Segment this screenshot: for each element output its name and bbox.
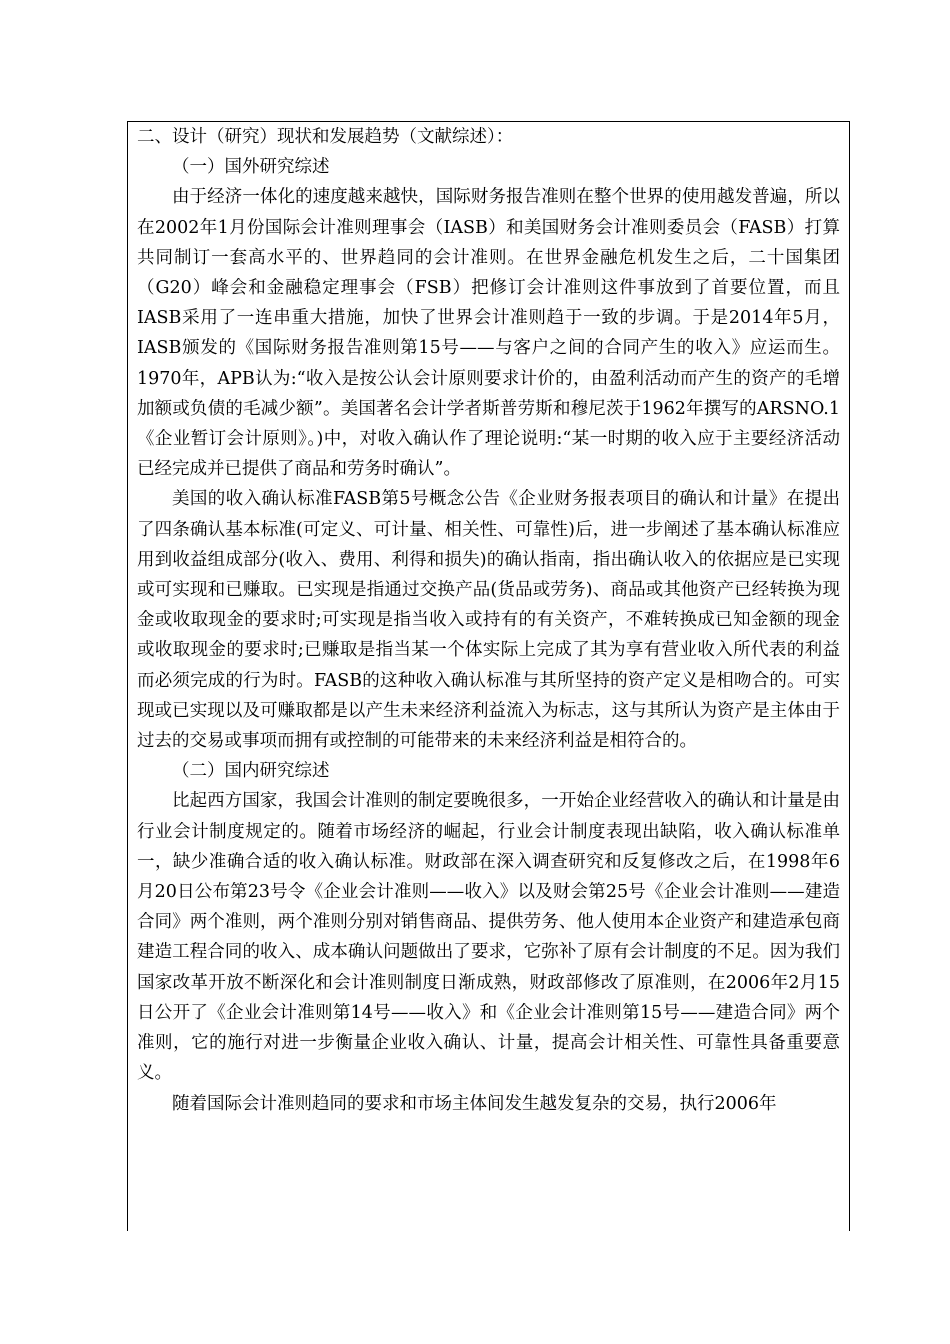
paragraph-foreign-1: 由于经济一体化的速度越来越快，国际财务报告准则在整个世界的使用越发普遍，所以在2002年1月份国际会计准则理事会（IASB）和美国财务会计准则委员会（FASB）打算共同制订一套高水平的、世界趋同的会计准则。在世界金融危机发生之后，二十国集团（G20）峰会和金融稳定理事会（FSB）把修订会计准则这件事放到了首要位置，而且IASB采用了一连串重大措施，加快了世界会计准则趋于一致的步调。于是2014年5月，IASB颁发的《国际财务报告准则第15号——与客户之间的合同产生的收入》应运而生。1970年，APB认为:“收入是按公认会计原则要求计价的，由盈利活动而产生的资产的毛增加额或负债的毛减少额”。美国著名会计学者斯普劳斯和穆尼茨于1962年撰写的ARSNO.1《企业暂订会计原则》。)中，对收入确认作了理论说明:“某一时期的收入应于主要经济活动已经完成并已提供了商品和劳务时确认”。 [137,187,840,480]
document-content [128,122,849,1119]
paragraph-foreign-2: 美国的收入确认标准FASB第5号概念公告《企业财务报表项目的确认和计量》在提出了四条确认基本标准(可定义、可计量、相关性、可靠性)后，进一步阐述了基本确认标准应用到收益组成部分(收入、费用、利得和损失)的确认指南，指出确认收入的依据应是已实现或可实现和已赚取。已实现是指通过交换产品(货品或劳务)、商品或其他资产已经转换为现金或收取现金的要求时;可实现是指当收入或持有的有关资产，不难转换成已知金额的现金或收取现金的要求时;已赚取是指当某一个体实际上完成了其为享有营业收入所代表的利益而必须完成的行为时。FASB的这种收入确认标准与其所坚持的资产定义是相吻合的。可实现或已实现以及可赚取都是以产生未来经济利益流入为标志，这与其所认为资产是主体由于过去的交易或事项而拥有或控制的可能带来的未来经济利益是相符合的。 [137,489,840,752]
section-heading: 二、设计（研究）现状和发展趋势（文献综述）： [137,127,514,147]
subsection-title-domestic: （二）国内研究综述 [172,761,330,782]
paragraph-domestic-1: 比起西方国家，我国会计准则的制定要晚很多，一开始企业经营收入的确认和计量是由行业会计制度规定的。随着市场经济的崛起，行业会计制度表现出缺陷，收入确认标准单一，缺少准确合适的收入确认标准。财政部在深入调查研究和反复修改之后，在1998年6月20日公布第23号令《企业会计准则——收入》以及财会第25号《企业会计准则——建造合同》两个准则，两个准则分别对销售商品、提供劳务、他人使用本企业资产和建造承包商建造工程合同的收入、成本确认问题做出了要求，它弥补了原有会计制度的不足。因为我们国家改革开放不断深化和会计准则制度日渐成熟，财政部修改了原准则，在2006年2月15日公开了《企业会计准则第14号——收入》和《企业会计准则第15号——建造合同》两个准则，它的施行对进一步衡量企业收入确认、计量，提高会计相关性、可靠性具备重要意义。 [137,791,840,1084]
paragraph-domestic-2: 随着国际会计准则趋同的要求和市场主体间发生越发复杂的交易，执行2006年 [172,1093,777,1114]
document-frame [127,121,850,1231]
subsection-title-foreign: （一）国外研究综述 [172,157,330,178]
